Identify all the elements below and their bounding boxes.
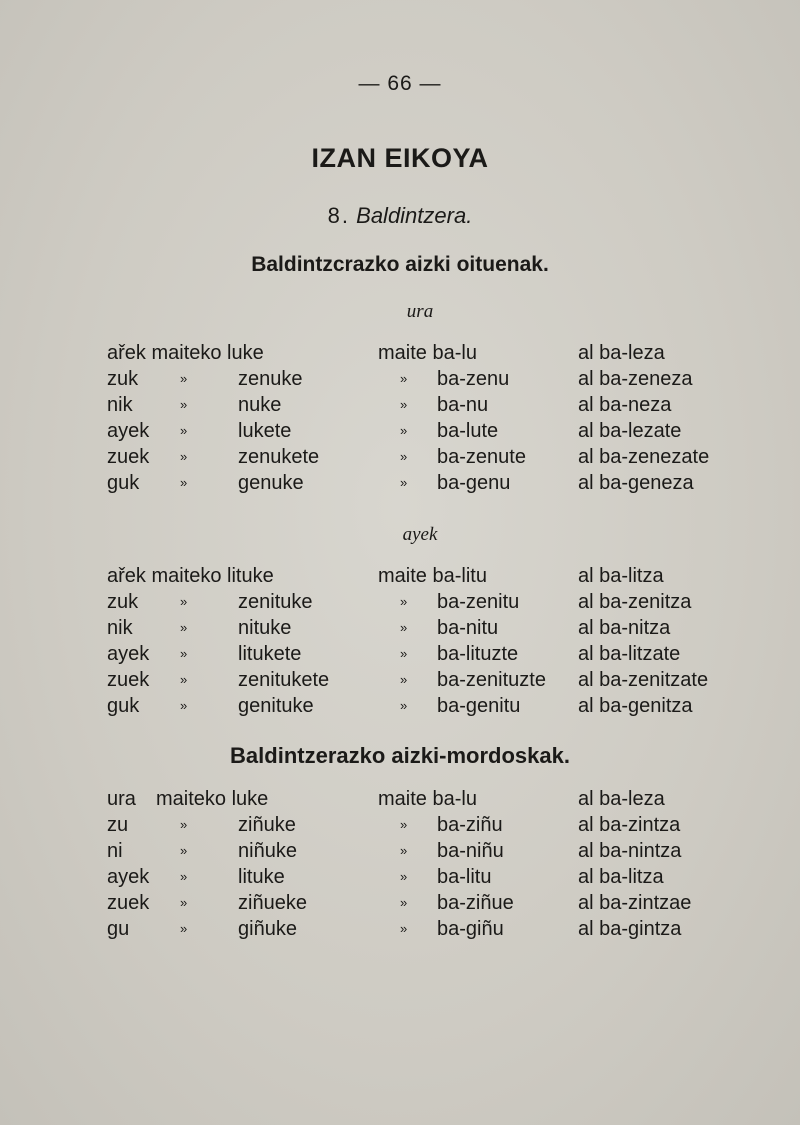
verb-form: genuke [238, 472, 304, 494]
ditto-mark: » [400, 620, 408, 635]
ditto-mark: » [400, 371, 408, 386]
verb-form: ba-lute [437, 420, 499, 442]
verb-form: ba-ziñue [437, 892, 514, 914]
verb-form: al ba-litzate [578, 643, 681, 665]
table-row [0, 615, 800, 641]
verb-form: al ba-litza [578, 866, 664, 888]
ditto-mark: » [180, 620, 188, 635]
table-row [0, 864, 800, 890]
ditto-mark: » [180, 475, 188, 490]
section-heading [0, 203, 800, 229]
verb-form: al ba-zintza [578, 814, 681, 836]
ditto-mark: » [400, 672, 408, 687]
verb-form: giñuke [238, 918, 297, 940]
ditto-mark: » [400, 843, 408, 858]
ditto-mark: » [400, 594, 408, 609]
verb-form: ba-giñu [437, 918, 504, 940]
pronoun: nik [107, 394, 133, 416]
header-col1-verb: maiteko luke [156, 788, 269, 810]
pronoun: guk [107, 472, 140, 494]
verb-form: nuke [238, 394, 282, 416]
table-row [0, 812, 800, 838]
pronoun: ayek [107, 643, 150, 665]
table-row [0, 589, 800, 615]
table-row [0, 693, 800, 719]
ditto-mark: » [180, 921, 188, 936]
table-row [0, 392, 800, 418]
pronoun: zuk [107, 591, 139, 613]
verb-form: ba-genitu [437, 695, 521, 717]
table-row [0, 470, 800, 496]
verb-form: zenuke [238, 368, 303, 390]
table-header-row [0, 340, 800, 366]
verb-form: lituke [238, 866, 285, 888]
group-label-ayek: ayek [402, 524, 438, 545]
verb-form: lukete [238, 420, 292, 442]
verb-form: ba-lituzte [437, 643, 519, 665]
header-col2: maite ba-litu [378, 565, 487, 587]
conjugation-table-mordoskak [0, 786, 800, 942]
conjugation-table-ayek [0, 563, 800, 719]
table-row [0, 890, 800, 916]
ditto-mark: » [180, 843, 188, 858]
ditto-mark: » [180, 895, 188, 910]
section-name: Baldintzera. [356, 203, 473, 228]
table-row [0, 667, 800, 693]
conjugation-table-ura [0, 340, 800, 496]
ditto-mark: » [180, 371, 188, 386]
ditto-mark: » [180, 449, 188, 464]
verb-form: al ba-lezate [578, 420, 682, 442]
verb-form: ziñuke [238, 814, 296, 836]
ditto-mark: » [400, 423, 408, 438]
pronoun: zuk [107, 368, 139, 390]
ditto-mark: » [180, 672, 188, 687]
verb-form: ba-litu [437, 866, 492, 888]
pronoun: ni [107, 840, 123, 862]
pronoun: zuek [107, 892, 150, 914]
verb-form: ba-nu [437, 394, 489, 416]
ditto-mark: » [400, 397, 408, 412]
ditto-mark: » [400, 869, 408, 884]
header-col1: ařek maiteko luke [107, 342, 264, 364]
verb-form: al ba-geneza [578, 472, 694, 494]
verb-form: ba-genu [437, 472, 511, 494]
part1-heading: Baldintzcrazko aizki oituenak. [251, 253, 549, 276]
pronoun: guk [107, 695, 140, 717]
pronoun: zuek [107, 669, 150, 691]
header-col2: maite ba-lu [378, 788, 477, 810]
verb-form: ba-zenu [437, 368, 510, 390]
header-col2: maite ba-lu [378, 342, 477, 364]
verb-form: al ba-gintza [578, 918, 682, 940]
table-row [0, 444, 800, 470]
verb-form: al ba-zenezate [578, 446, 710, 468]
verb-form: litukete [238, 643, 302, 665]
verb-form: al ba-genitza [578, 695, 693, 717]
part2-heading: Baldintzerazko aizki-mordoskak. [230, 743, 570, 768]
ditto-mark: » [400, 817, 408, 832]
pronoun: gu [107, 918, 130, 940]
section-number: 8. [327, 203, 351, 228]
group-label-ura: ura [406, 301, 434, 322]
verb-form: nituke [238, 617, 292, 639]
verb-form: al ba-nintza [578, 840, 682, 862]
table-row [0, 418, 800, 444]
table-row [0, 366, 800, 392]
ditto-mark: » [400, 475, 408, 490]
verb-form: niñuke [238, 840, 297, 862]
page-title: IZAN EIKOYA [311, 143, 489, 173]
ditto-mark: » [400, 895, 408, 910]
verb-form: ba-zenituzte [437, 669, 546, 691]
table-header-row [0, 563, 800, 589]
ditto-mark: » [180, 817, 188, 832]
header-col3: al ba-leza [578, 342, 665, 364]
ditto-mark: » [400, 698, 408, 713]
pronoun: ayek [107, 420, 150, 442]
header-col3: al ba-litza [578, 565, 664, 587]
header-col1-pronoun: ura [107, 788, 136, 810]
verb-form: ba-niñu [437, 840, 504, 862]
verb-form: ba-zenute [437, 446, 526, 468]
pronoun: nik [107, 617, 133, 639]
table-header-row [0, 786, 800, 812]
table-row [0, 838, 800, 864]
ditto-mark: » [400, 646, 408, 661]
ditto-mark: » [180, 594, 188, 609]
verb-form: ba-zenitu [437, 591, 520, 613]
pronoun: ayek [107, 866, 150, 888]
ditto-mark: » [180, 869, 188, 884]
table-row [0, 641, 800, 667]
pronoun: zu [107, 814, 129, 836]
verb-form: al ba-zeneza [578, 368, 693, 390]
ditto-mark: » [400, 449, 408, 464]
verb-form: ba-nitu [437, 617, 499, 639]
verb-form: zenitukete [238, 669, 330, 691]
verb-form: al ba-neza [578, 394, 672, 416]
header-col3: al ba-leza [578, 788, 665, 810]
ditto-mark: » [180, 423, 188, 438]
ditto-mark: » [400, 921, 408, 936]
verb-form: ziñueke [238, 892, 307, 914]
ditto-mark: » [180, 397, 188, 412]
verb-form: al ba-zintzae [578, 892, 692, 914]
table-row [0, 916, 800, 942]
verb-form: zenukete [238, 446, 320, 468]
verb-form: al ba-zenitza [578, 591, 692, 613]
verb-form: ba-ziñu [437, 814, 503, 836]
page-number: — 66 — [358, 72, 442, 95]
ditto-mark: » [180, 698, 188, 713]
verb-form: al ba-zenitzate [578, 669, 709, 691]
ditto-mark: » [180, 646, 188, 661]
header-col1: ařek maiteko lituke [107, 565, 274, 587]
pronoun: zuek [107, 446, 150, 468]
verb-form: genituke [238, 695, 314, 717]
verb-form: al ba-nitza [578, 617, 671, 639]
verb-form: zenituke [238, 591, 313, 613]
